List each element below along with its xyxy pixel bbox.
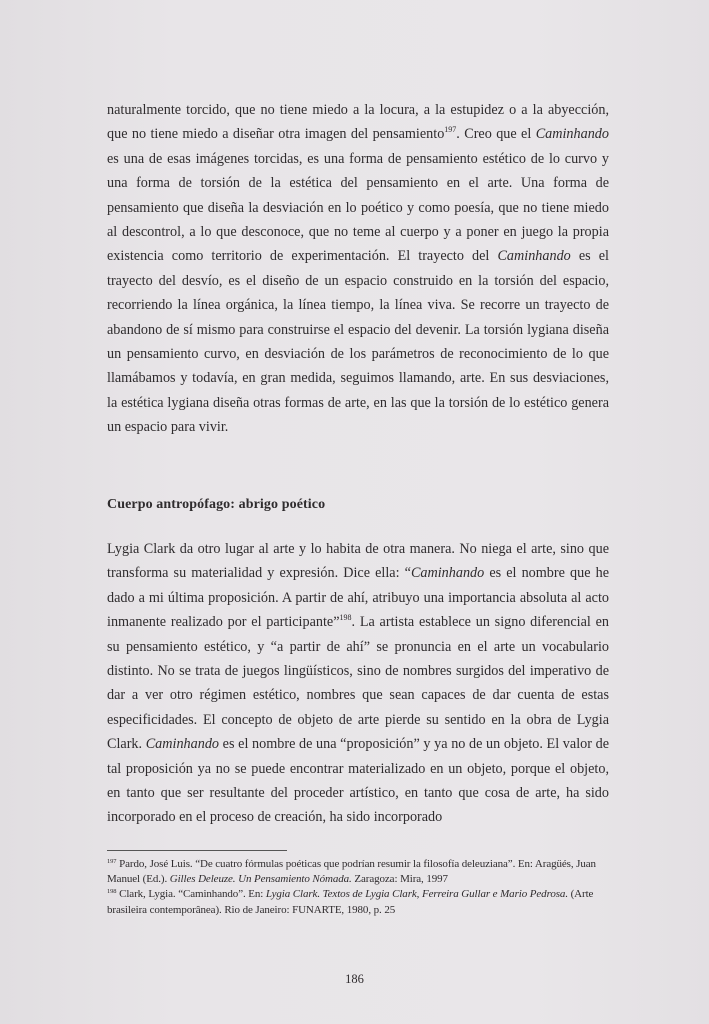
paragraph-text: Lygia Clark da otro lugar al arte y lo habita de otra manera. No niega el arte, sino que transforma su materialidad y expresión. Dice ella: “ xyxy=(107,541,609,582)
paragraph-text: es el nombre de una “proposición” y ya no de un objeto. El valor de tal proposición ya no se puede encontrar materializado en un objeto, porque el objeto, en tanto que ser resultante del proceder artístico, en tanto que cosa de arte, ha sido incorporado en el proceso de creación, ha sido incorporado xyxy=(107,736,609,826)
body-paragraph-1 xyxy=(107,98,609,440)
footnote-198 xyxy=(107,887,609,917)
footnote-ref-197[interactable]: 197 xyxy=(444,125,457,135)
section-heading: Cuerpo antropófago: abrigo poético xyxy=(107,497,326,512)
footnote-text: Zaragoza: Mira, 1997 xyxy=(351,873,448,886)
paragraph-text: . La artista establece un signo diferencial en su pensamiento estético, y “a partir de ahí” se pronuncia en el arte un vocabulario distinto. No se trata de juegos lingüísticos, sino de nombres surgidos del imperativo de dar a ver otro régimen estético, nombres que sean capaces de dar cuenta de estas especificidades. El concepto de objeto de arte pierde su sentido en la obra de Lygia Clark. xyxy=(107,614,609,753)
paragraph-text: es una de esas imágenes torcidas, es una forma de pensamiento estético de lo curvo y una forma de torsión de la estética del pensamiento en el arte. Una forma de pensamiento que diseña la desviación en lo poético y como poesía, que no tiene miedo al descontrol, a lo que desconoce, que no teme al cuerpo y a poner en juego la propia existencia como territorio de experimentación. El trayecto del xyxy=(107,150,609,265)
italic-title: Caminhando xyxy=(497,248,571,265)
body-paragraph-2 xyxy=(107,537,609,830)
footnote-divider xyxy=(107,850,287,851)
footnote-title: Lygia Clark. Textos de Lygia Clark, Ferreira Gullar e Mario Pedrosa. xyxy=(265,888,568,901)
italic-title: Caminhando xyxy=(145,736,220,753)
footnote-text: Clark, Lygia. “Caminhando”. En: xyxy=(116,888,266,901)
paragraph-text: naturalmente torcido, que no tiene miedo a la locura, a la estupidez o a la abyección, que no tiene miedo a diseñar otra imagen del pensamiento xyxy=(107,102,609,143)
footnote-ref-198[interactable]: 198 xyxy=(339,613,352,623)
footnote-197 xyxy=(107,857,609,887)
footnotes xyxy=(107,857,609,918)
footnote-number: 198 xyxy=(107,888,117,896)
paragraph-text: es el trayecto del desvío, es el diseño de un espacio construido en la torsión del espacio, recorriendo la línea orgánica, la línea tiempo, la línea viva. Se recorre un trayecto de abandono de sí mismo para construirse el espacio del devenir. La torsión lygiana diseña un pensamiento curvo, en desviación de los parámetros de reconocimiento de lo que llamábamos y todavía, en gran medida, seguimos llamando, arte. En sus desviaciones, la estética lygiana diseña otras formas de arte, en las que la torsión de lo estético genera un espacio para vivir. xyxy=(107,248,609,436)
footnote-text: (Arte brasileira contemporânea). Rio de Janeiro: FUNARTE, 1980, p. 25 xyxy=(107,888,594,916)
footnote-number: 197 xyxy=(107,858,117,865)
page-number: 186 xyxy=(345,972,364,986)
paragraph-text: es el nombre que he dado a mi última proposición. A partir de ahí, atribuyo una importancia absoluta al acto inmanente realizado por el participante” xyxy=(107,565,609,631)
footnote-title: Gilles Deleuze. Un Pensamiento Nómada. xyxy=(169,873,352,886)
footnote-text: Pardo, José Luis. “De cuatro fórmulas poéticas que podrían resumir la filosofía deleuziana”. En: Aragüés, Juan Manuel (Ed.). xyxy=(107,858,596,886)
italic-title: Caminhando xyxy=(410,565,485,582)
italic-title: Caminhando xyxy=(535,126,609,143)
paragraph-text: . Creo que el xyxy=(456,126,536,143)
